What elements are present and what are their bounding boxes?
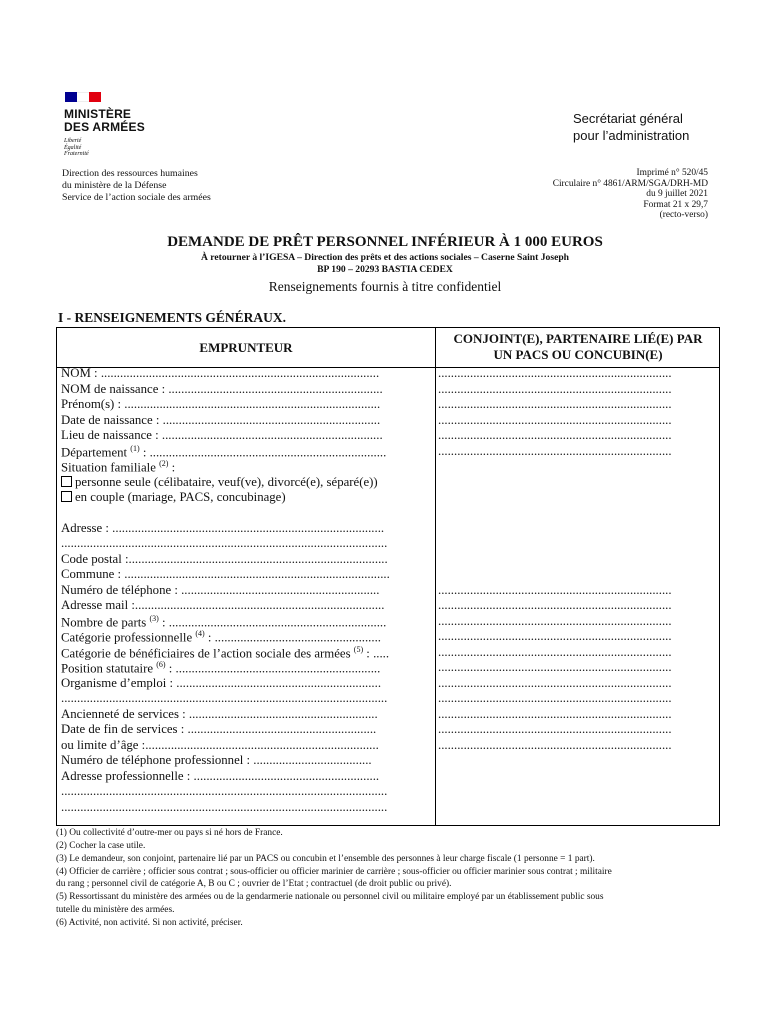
footnote-2: (2) Cocher la case utile. [56,841,146,851]
field-adresse-pro-line-3[interactable]: ...................................................................................................... [61,800,388,814]
spouse-field-nombre-parts[interactable]: ......................................................................... [438,614,672,628]
footnote-4: (4) Officier de carrière ; officier sous contrat ; sous-officier ou officier marinier de carrière ; sous-officier ou officier marinier sous contrat ; militaire [56,867,612,877]
field-departement[interactable]: Département $^{(1)}$ : .......................................................................... [61,444,387,460]
checkbox-en-couple[interactable] [61,491,72,502]
field-adresse-pro[interactable]: Adresse professionnelle : .......................................................... [61,769,380,783]
spouse-field-position-statutaire[interactable]: ......................................................................... [438,660,672,674]
field-categorie-beneficiaires[interactable]: Catégorie de bénéficiaires de l’action sociale des armées $^{(5)}$ : ..... [61,645,390,661]
field-date-naissance[interactable]: Date de naissance : .................................................................... [61,413,381,427]
spouse-field-nom[interactable]: ......................................................................... [438,366,672,380]
spouse-field-nom-naissance[interactable]: ......................................................................... [438,382,672,396]
spouse-field-date-fin-services[interactable]: ......................................................................... [438,722,672,736]
spouse-field-anciennete[interactable]: ......................................................................... [438,707,672,721]
flag-blue [65,92,77,102]
form-reference: Imprimé n° 520/45 Circulaire n° 4861/ARM/SGA/DRH-MD du 9 juillet 2021 Format 21 x 29,7 (recto-verso) [552,168,708,221]
document-title: DEMANDE DE PRÊT PERSONNEL INFÉRIEUR À 1 000 EUROS [167,234,603,250]
return-address-line-1: À retourner à l’IGESA – Direction des prêts et des actions sociales – Caserne Saint Joseph [200,252,569,263]
col-header-spouse: CONJOINT(E), PARTENAIRE LIÉ(E) PAR UN PACS OU CONCUBIN(E) [453,331,703,362]
flag-red [89,92,101,102]
footnote-5-cont: tutelle du ministère des armées. [56,905,175,915]
field-prenoms[interactable]: Prénom(s) : ................................................................................ [61,397,381,411]
spouse-field-categorie-beneficiaires[interactable]: ......................................................................... [438,645,672,659]
flag-white [77,92,89,102]
spouse-field-organisme-emploi[interactable]: ......................................................................... [438,676,672,690]
spouse-field-limite-age[interactable]: ......................................................................... [438,738,672,752]
field-commune[interactable]: Commune : ................................................................................... [61,567,390,581]
ministry-name: MINISTÈRE DES ARMÉES [64,107,145,134]
spouse-field-lieu-naissance[interactable]: ......................................................................... [438,428,672,442]
spouse-field-prenoms[interactable]: ......................................................................... [438,397,672,411]
direction-block: Direction des ressources humaines du ministère de la Défense Service de l’action sociale des armées [62,168,211,203]
field-adresse-mail[interactable]: Adresse mail :.............................................................................. [61,598,385,612]
field-nombre-parts[interactable]: Nombre de parts $^{(3)}$ : .................................................................... [61,614,387,630]
spouse-field-telephone[interactable]: ......................................................................... [438,583,672,597]
field-organisme-line-2[interactable]: ...................................................................................................... [61,691,388,705]
field-organisme-emploi[interactable]: Organisme d’emploi : ................................................................ [61,676,382,690]
info-table [56,327,720,826]
spouse-field-adresse-mail[interactable]: ......................................................................... [438,598,672,612]
field-anciennete[interactable]: Ancienneté de services : ........................................................... [61,707,378,721]
col-header-borrower: EMPRUNTEUR [199,340,293,355]
field-nom[interactable]: NOM : ....................................................................................... [61,366,380,380]
spouse-field-departement[interactable]: ......................................................................... [438,444,672,458]
footnote-1: (1) Ou collectivité d’outre-mer ou pays si né hors de France. [56,828,283,838]
motto: Liberté Égalité Fraternité [64,138,89,157]
footnote-6: (6) Activité, non activité. Si non activité, préciser. [56,918,243,928]
secretariat-general: Secrétariat général pour l’administration [573,111,690,143]
field-date-fin-services[interactable]: Date de fin de services : ........................................................... [61,722,377,736]
option-personne-seule[interactable]: personne seule (célibataire, veuf(ve), divorcé(e), séparé(e)) [61,475,378,490]
field-lieu-naissance[interactable]: Lieu de naissance : ..................................................................... [61,428,383,442]
option-en-couple[interactable]: en couple (mariage, PACS, concubinage) [61,490,286,505]
field-adresse-line-2[interactable]: ...................................................................................................... [61,536,388,550]
footnote-3: (3) Le demandeur, son conjoint, partenaire lié par un PACS ou concubin et l’ensemble des personnes à leur charge fiscale (1 personne = 1 part). [56,854,595,864]
field-limite-age[interactable]: ou limite d’âge :......................................................................... [61,738,379,752]
field-code-postal[interactable]: Code postal :................................................................................. [61,552,388,566]
ministry-logo [64,92,184,158]
field-telephone[interactable]: Numéro de téléphone : .............................................................. [61,583,380,597]
spouse-field-date-naissance[interactable]: ......................................................................... [438,413,672,427]
column-divider [435,328,436,825]
field-nom-naissance[interactable]: NOM de naissance : ................................................................... [61,382,383,396]
french-flag-icon [65,92,101,102]
return-address-line-2: BP 190 – 20293 BASTIA CEDEX [317,264,453,275]
confidential-note: Renseignements fournis à titre confidentiel [268,279,502,294]
field-situation-familiale: Situation familiale $^{(2)}$ : [61,459,176,475]
field-categorie-pro[interactable]: Catégorie professionnelle $^{(4)}$ : .................................................... [61,629,381,645]
footnote-5: (5) Ressortissant du ministère des armées ou de la gendarmerie nationale ou personnel civil ou militaire employé par un établissement public sous [56,892,604,902]
field-position-statutaire[interactable]: Position statutaire $^{(6)}$ : ................................................................ [61,660,381,676]
field-adresse-pro-line-2[interactable]: ...................................................................................................... [61,784,388,798]
spouse-field-categorie-pro[interactable]: ......................................................................... [438,629,672,643]
field-adresse[interactable]: Adresse : ..................................................................................... [61,521,385,535]
footnote-4-cont: du rang ; personnel civil de catégorie A, B ou C ; ouvrier de l’Etat ; contractuel (de droit public ou privé). [56,879,452,889]
checkbox-personne-seule[interactable] [61,476,72,487]
spouse-field-organisme-line-2[interactable]: ......................................................................... [438,691,672,705]
section-title: I - RENSEIGNEMENTS GÉNÉRAUX. [58,310,287,325]
field-tel-pro[interactable]: Numéro de téléphone professionnel : ..................................... [61,753,372,767]
